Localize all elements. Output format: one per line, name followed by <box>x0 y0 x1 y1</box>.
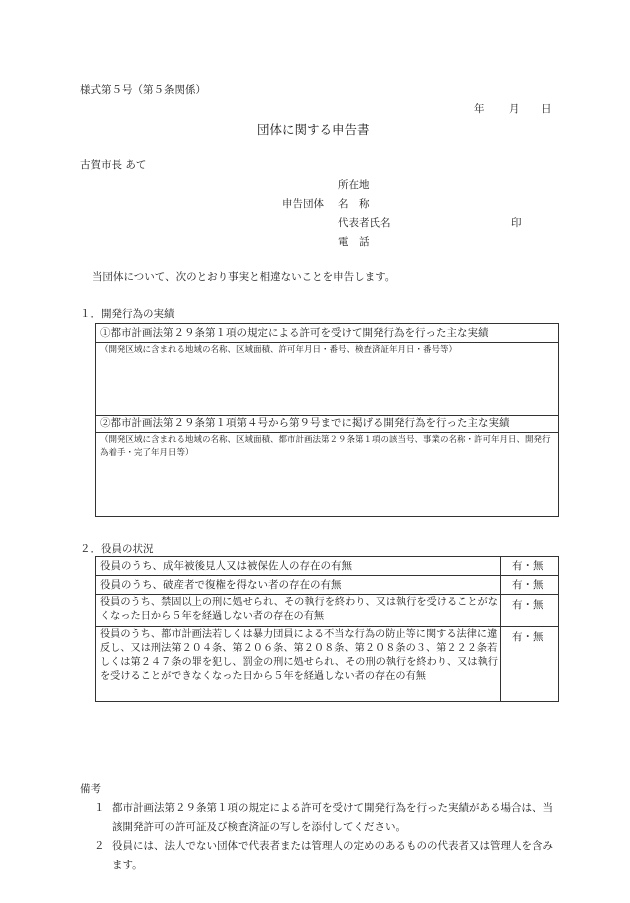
date-month: 月 <box>509 103 520 115</box>
development-record-1-title: ①都市計画法第２９条第１項の規定による許可を受けて開発行為を行った主な実績 <box>100 327 489 339</box>
applicant-group-label: 申告団体 <box>282 198 324 210</box>
development-record-1-note: （開発区域に含まれる地域の名称、区域面積、許可年月日・番号、検査済証年月日・番号等） <box>100 345 458 355</box>
officer-answer: 有・無 <box>512 560 544 572</box>
applicant-phone-label: 電 話 <box>338 236 370 248</box>
officer-answer: 有・無 <box>512 579 544 591</box>
applicant-representative-label: 代表者氏名 <box>338 217 391 229</box>
remark-number: ２ <box>94 840 105 852</box>
remark-text: 都市計画法第２９条第１項の規定による許可を受けて開発行為を行った実績がある場合は、当該開発許可の許可証及び検査済証の写しを添付してください。 <box>112 802 553 833</box>
declaration-text: 当団体について、次のとおり事実と相違ないことを申告します。 <box>92 271 396 283</box>
development-record-2-box <box>95 415 559 517</box>
date-day: 日 <box>541 103 552 115</box>
officer-table-row-divider <box>95 626 559 627</box>
seal-mark: 印 <box>511 217 522 229</box>
officer-table-column-divider <box>500 556 501 702</box>
applicant-location-label: 所在地 <box>338 179 370 191</box>
remark-text: 役員には、法人でない団体で代表者または管理人の定めのあるものの代表者又は管理人を含みます。 <box>112 840 553 871</box>
section1-heading: １．開発行為の実績 <box>80 308 175 320</box>
officer-table-row-divider <box>95 594 559 595</box>
officer-question: 役員のうち、都市計画法若しくは暴力団員による不当な行為の防止等に関する法律に違反し、又は刑法第２０４条、第２０６条、第２０８条、第２０８条の３、第２２２条若しくは第２４７条の罪を犯し、罰金の刑に処せられ、その刑の執行を終わり、又は執行を受けることができなくなった日から５年を経過しない者の存在の有無 <box>100 629 498 682</box>
form-number: 様式第５号（第５条関係） <box>80 84 206 96</box>
applicant-name-label: 名 称 <box>338 198 370 210</box>
officer-answer: 有・無 <box>512 631 544 643</box>
officer-question: 役員のうち、破産者で復権を得ない者の存在の有無 <box>100 579 342 591</box>
officer-question: 役員のうち、成年被後見人又は被保佐人の存在の有無 <box>100 560 352 572</box>
development-record-1-divider <box>95 342 559 343</box>
remarks-heading: 備考 <box>80 783 101 795</box>
section2-heading: ２．役員の状況 <box>80 543 154 555</box>
addressee: 古賀市長 あて <box>80 159 147 171</box>
development-record-2-title: ②都市計画法第２９条第１項第４号から第９号までに掲げる開発行為を行った主な実績 <box>100 417 510 429</box>
officer-table-row-divider <box>95 575 559 576</box>
officer-question: 役員のうち、禁固以上の刑に処せられ、その執行を終わり、又は執行を受けることがなくなった日から５年を経過しない者の存在の有無 <box>100 597 498 622</box>
development-record-2-note: （開発区域に含まれる地域の名称、区域面積、都市計画法第２９条第１項の該当号、事業の名称・許可年月日、開発行為着手・完了年月日等） <box>100 435 551 458</box>
date-year: 年 <box>474 103 485 115</box>
page-title: 団体に関する申告書 <box>257 122 370 137</box>
officer-answer: 有・無 <box>512 599 544 611</box>
remark-number: １ <box>94 802 105 814</box>
development-record-2-divider <box>95 432 559 433</box>
